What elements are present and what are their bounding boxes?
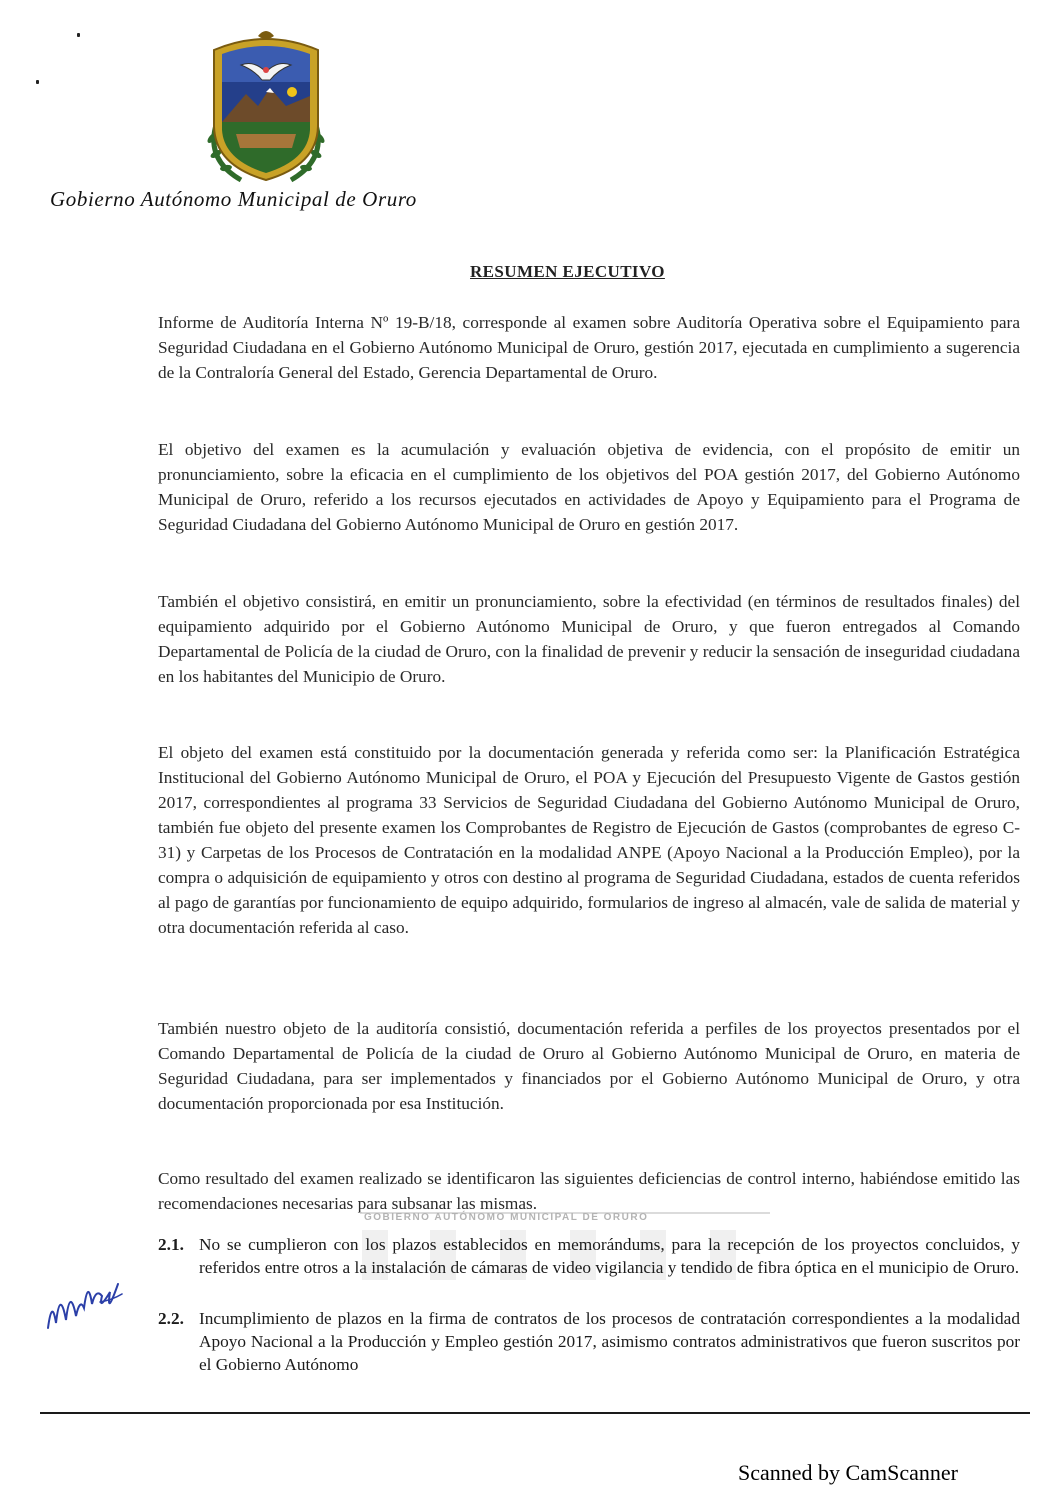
scanner-watermark: Scanned by CamScanner	[738, 1460, 958, 1485]
coat-of-arms-icon	[196, 30, 336, 195]
paragraph: También el objetivo consistirá, en emitir un pronunciamiento, sobre la efectividad (en términos de resultados finales) del equipamiento adquirido por el Gobierno Autónomo Municipal de Oruro, y que fueron entregados al Comando Departamental de Policía de la ciudad de Oruro, con la finalidad de prevenir y reducir la sensación de inseguridad ciudadana en los habitantes del Municipio de Oruro.	[158, 592, 1020, 686]
finding-number: 2.2.	[158, 1309, 184, 1328]
finding-number: 2.1.	[158, 1235, 184, 1254]
paragraph: El objeto del examen está constituido por la documentación generada y referida como ser: la Planificación Estratégica Institucional del Gobierno Autónomo Municipal de Oruro, el POA y Ejecución del Presupuesto Vigente de Gastos gestión 2017, correspondientes al programa 33 Servicios de Seguridad Ciudadana del Gobierno Autónomo Municipal de Oruro, también fue objeto del presente examen los Comprobantes de Registro de Ejecución de Gastos (comprobantes de egreso C-31) y Carpetas de los Procesos de Contratación en la modalidad ANPE (Apoyo Nacional a la Producción Empleo), por la compra o adquisición de equipamiento y otros con destino al programa de Seguridad Ciudadana, estados de cuenta referidos al pago de garantías por funcionamiento de equipo adquirido, formularios de ingreso al almacén, vale de salida de material y otra documentación referida al caso.	[158, 743, 1020, 937]
document-title: RESUMEN EJECUTIVO	[470, 262, 665, 281]
finding-item	[158, 1307, 1020, 1376]
paragraph: Informe de Auditoría Interna Nº 19-B/18, corresponde al examen sobre Auditoría Operativa sobre el Equipamiento para Seguridad Ciudadana en el Gobierno Autónomo Municipal de Oruro, gestión 2017, ejecutada en cumplimiento a sugerencia de la Contraloría General del Estado, Gerencia Departamental de Oruro.	[158, 313, 1020, 382]
paragraph: El objetivo del examen es la acumulación y evaluación objetiva de evidencia, con el propósito de emitir un pronunciamiento, sobre la eficacia en el cumplimiento de los objetivos del POA gestión 2017, del Gobierno Autónomo Municipal de Oruro, referido a los recursos ejecutados en actividades de Apoyo y Equipamiento para el Programa de Seguridad Ciudadana del Gobierno Autónomo Municipal de Oruro en gestión 2017.	[158, 440, 1020, 534]
scan-speck	[36, 80, 39, 84]
paragraph: También nuestro objeto de la auditoría consistió, documentación referida a perfiles de los proyectos presentados por el Comando Departamental de Policía de la ciudad de Oruro al Gobierno Autónomo Municipal de Oruro, en materia de Seguridad Ciudadana, para ser implementados y financiados por el Gobierno Autónomo Municipal de Oruro, y otra documentación proporcionada por esa Institución.	[158, 1019, 1020, 1113]
stamp-text: GOBIERNO AUTÓNOMO MUNICIPAL DE ORURO	[364, 1212, 649, 1223]
footer-divider	[40, 1412, 1030, 1414]
finding-text: Incumplimiento de plazos en la firma de contratos de los procesos de contratación correspondientes a la modalidad Apoyo Nacional a la Producción y Empleo gestión 2017, asimismo contratos administrativos que fueron suscritos por el Gobierno Autónomo	[199, 1309, 1020, 1374]
finding-text: No se cumplieron con los plazos establecidos en memorándums, para la recepción de los proyectos concluidos, y referidos entre otros a la instalación de cámaras de video vigilancia y tendido de fibra óptica en el municipio de Oruro.	[199, 1235, 1020, 1277]
handwritten-signature	[40, 1268, 130, 1348]
finding-item	[158, 1233, 1020, 1279]
organization-name: Gobierno Autónomo Municipal de Oruro	[50, 187, 417, 211]
scan-speck	[77, 33, 80, 37]
paragraph: Como resultado del examen realizado se identificaron las siguientes deficiencias de control interno, habiéndose emitido las recomendaciones necesarias para subsanar las mismas.	[158, 1169, 1020, 1213]
